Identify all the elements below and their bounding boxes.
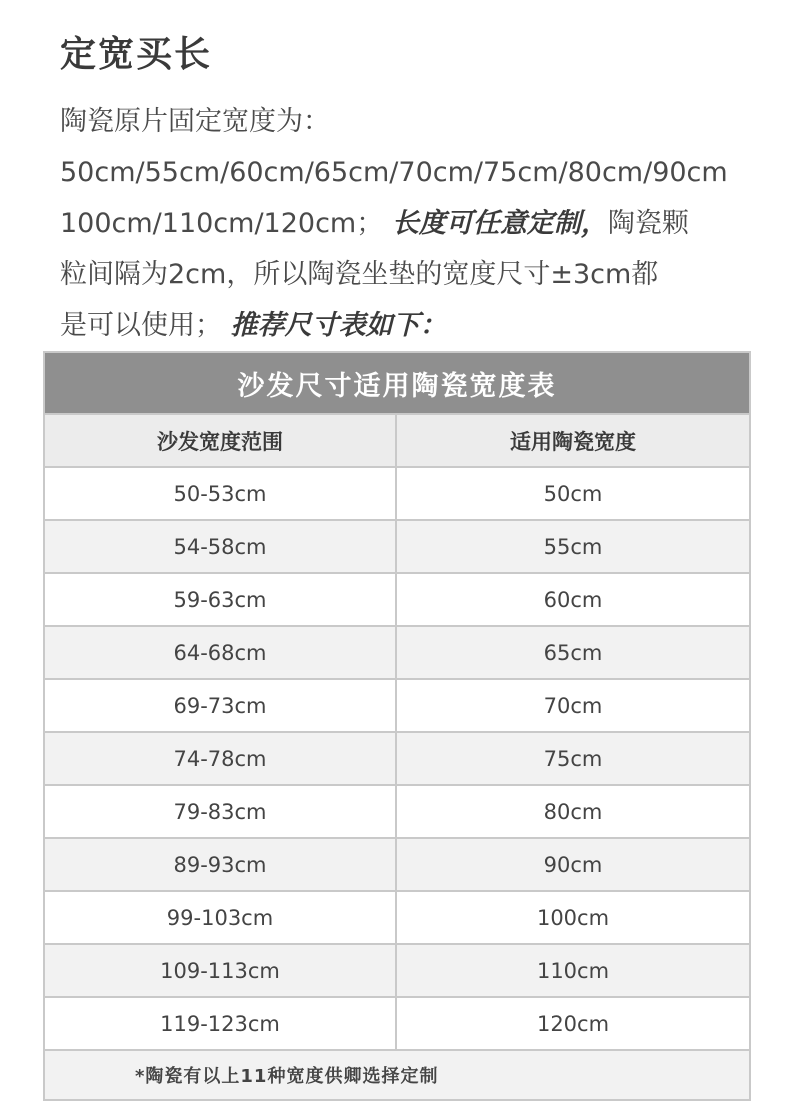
intro-paragraph [60,96,760,351]
sofa-width-cell: 119-123cm [45,998,397,1049]
ceramic-width-cell: 70cm [543,693,603,718]
table-row [45,784,749,837]
sofa-width-cell: 109-113cm [45,945,397,996]
table-footnote: *陶瓷有以上11种宽度供卿选择定制 [45,1049,749,1099]
table-row [45,625,749,678]
ceramic-width-cell: 75cm [543,746,603,771]
table-row [45,572,749,625]
intro-line-3 [60,198,760,249]
sofa-width-cell: 89-93cm [45,839,397,890]
ceramic-width-cell: 110cm [536,958,610,983]
table-header-row [45,413,749,466]
column-header-ceramic-width: 适用陶瓷宽度 [510,429,636,454]
ceramic-width-cell: 90cm [543,852,603,877]
intro-emphasis: 长度可任意定制， [391,208,608,239]
sofa-width-cell: 64-68cm [45,627,397,678]
table-row [45,519,749,572]
table-row [45,890,749,943]
sofa-width-cell: 69-73cm [45,680,397,731]
intro-emphasis: 推荐尺寸表如下： [230,310,447,341]
table-row [45,837,749,890]
size-table [43,351,751,1101]
column-header-sofa-width: 沙发宽度范围 [45,415,397,466]
sofa-width-cell: 74-78cm [45,733,397,784]
sofa-width-cell: 54-58cm [45,521,397,572]
ceramic-width-cell: 80cm [543,799,603,824]
intro-text: 100cm/110cm/120cm； [60,208,384,239]
intro-line-4: 粒间隔为2cm，所以陶瓷坐垫的宽度尺寸±3cm都 [60,259,659,290]
ceramic-width-cell: 50cm [543,481,603,506]
table-body [45,466,749,1049]
intro-text: 陶瓷颗 [607,208,689,239]
table-row [45,943,749,996]
sofa-width-cell: 99-103cm [45,892,397,943]
sofa-width-cell: 79-83cm [45,786,397,837]
intro-text: 是可以使用； [60,310,222,341]
table-row [45,731,749,784]
ceramic-width-cell: 65cm [543,640,603,665]
intro-line-2: 50cm/55cm/60cm/65cm/70cm/75cm/80cm/90cm [60,157,728,188]
intro-line-5 [60,300,760,351]
intro-line-1: 陶瓷原片固定宽度为： [60,106,330,137]
page-title: 定宽买长 [60,34,213,75]
ceramic-width-cell: 100cm [536,905,610,930]
table-row [45,996,749,1049]
sofa-width-cell: 50-53cm [45,468,397,519]
table-row [45,466,749,519]
ceramic-width-cell: 120cm [536,1011,610,1036]
ceramic-width-cell: 55cm [543,534,603,559]
ceramic-width-cell: 60cm [543,587,603,612]
table-title: 沙发尺寸适用陶瓷宽度表 [45,353,749,413]
table-row [45,678,749,731]
sofa-width-cell: 59-63cm [45,574,397,625]
